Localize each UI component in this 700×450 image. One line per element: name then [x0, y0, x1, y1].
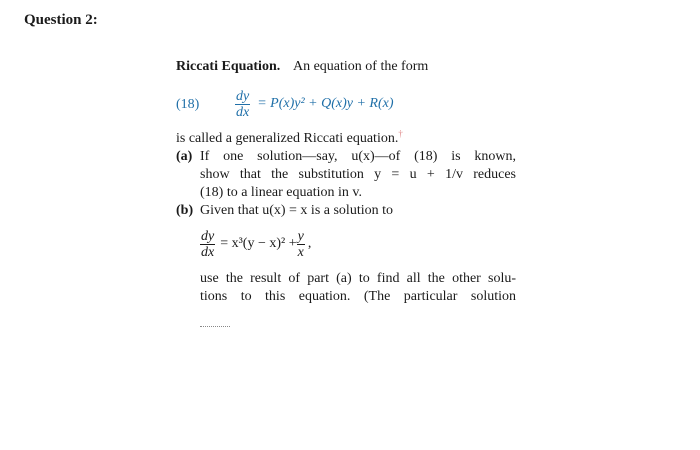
part-a-label: (a): [176, 149, 193, 164]
question-label: Question 2:: [24, 12, 98, 28]
equation-b-middle: [220, 229, 311, 260]
equation-part-b: [200, 224, 516, 264]
derivative-fraction: [235, 89, 250, 120]
part-a-line-2: show that the substitution y = u + 1/v reduces: [200, 167, 516, 182]
part-a: [176, 148, 516, 202]
equation-b-comma: ,: [307, 236, 312, 251]
definition-text: is called a generalized Riccati equation.: [176, 131, 399, 146]
part-b-line: Given that u(x) = x is a solution to: [200, 203, 393, 218]
definition-sentence: [176, 130, 516, 148]
footnote-dagger: †: [398, 128, 403, 139]
part-a-line-3: (18) to a linear equation in v.: [200, 185, 362, 200]
part-b-label: (b): [176, 203, 194, 218]
equation-18: [176, 84, 516, 124]
fraction-numerator-b: dy: [201, 228, 215, 244]
equation-number: (18): [176, 97, 200, 112]
part-b: [176, 202, 516, 220]
fraction-denominator-b: dx: [201, 244, 215, 260]
y-over-x-fraction: [297, 229, 305, 260]
riccati-heading: [176, 58, 516, 76]
equation-18-body: [232, 84, 394, 124]
part-b-after-line-1: use the result of part (a) to find all the other solu-: [200, 271, 516, 286]
equation-b-middle-text: = x³(y − x)² +: [220, 236, 297, 251]
part-b-after-line-2: tions to this equation. (The particular solution: [200, 289, 516, 304]
fraction-numerator: dy: [236, 88, 250, 104]
fraction-denominator: dx: [236, 104, 250, 120]
cut-off-text-fragment: [200, 326, 230, 329]
heading-intro: An equation of the form: [292, 59, 429, 74]
part-a-line-1: If one solution—say, u(x)—of (18) is known,: [200, 149, 516, 164]
part-b-continued: [176, 270, 516, 306]
heading-title: Riccati Equation.: [176, 59, 281, 74]
problem-text: [176, 58, 516, 306]
fraction-denominator-x: x: [297, 244, 304, 260]
fraction-numerator-y: y: [297, 228, 304, 244]
derivative-fraction-b: [200, 229, 215, 260]
equation-rhs: = P(x)y² + Q(x)y + R(x): [257, 96, 394, 111]
